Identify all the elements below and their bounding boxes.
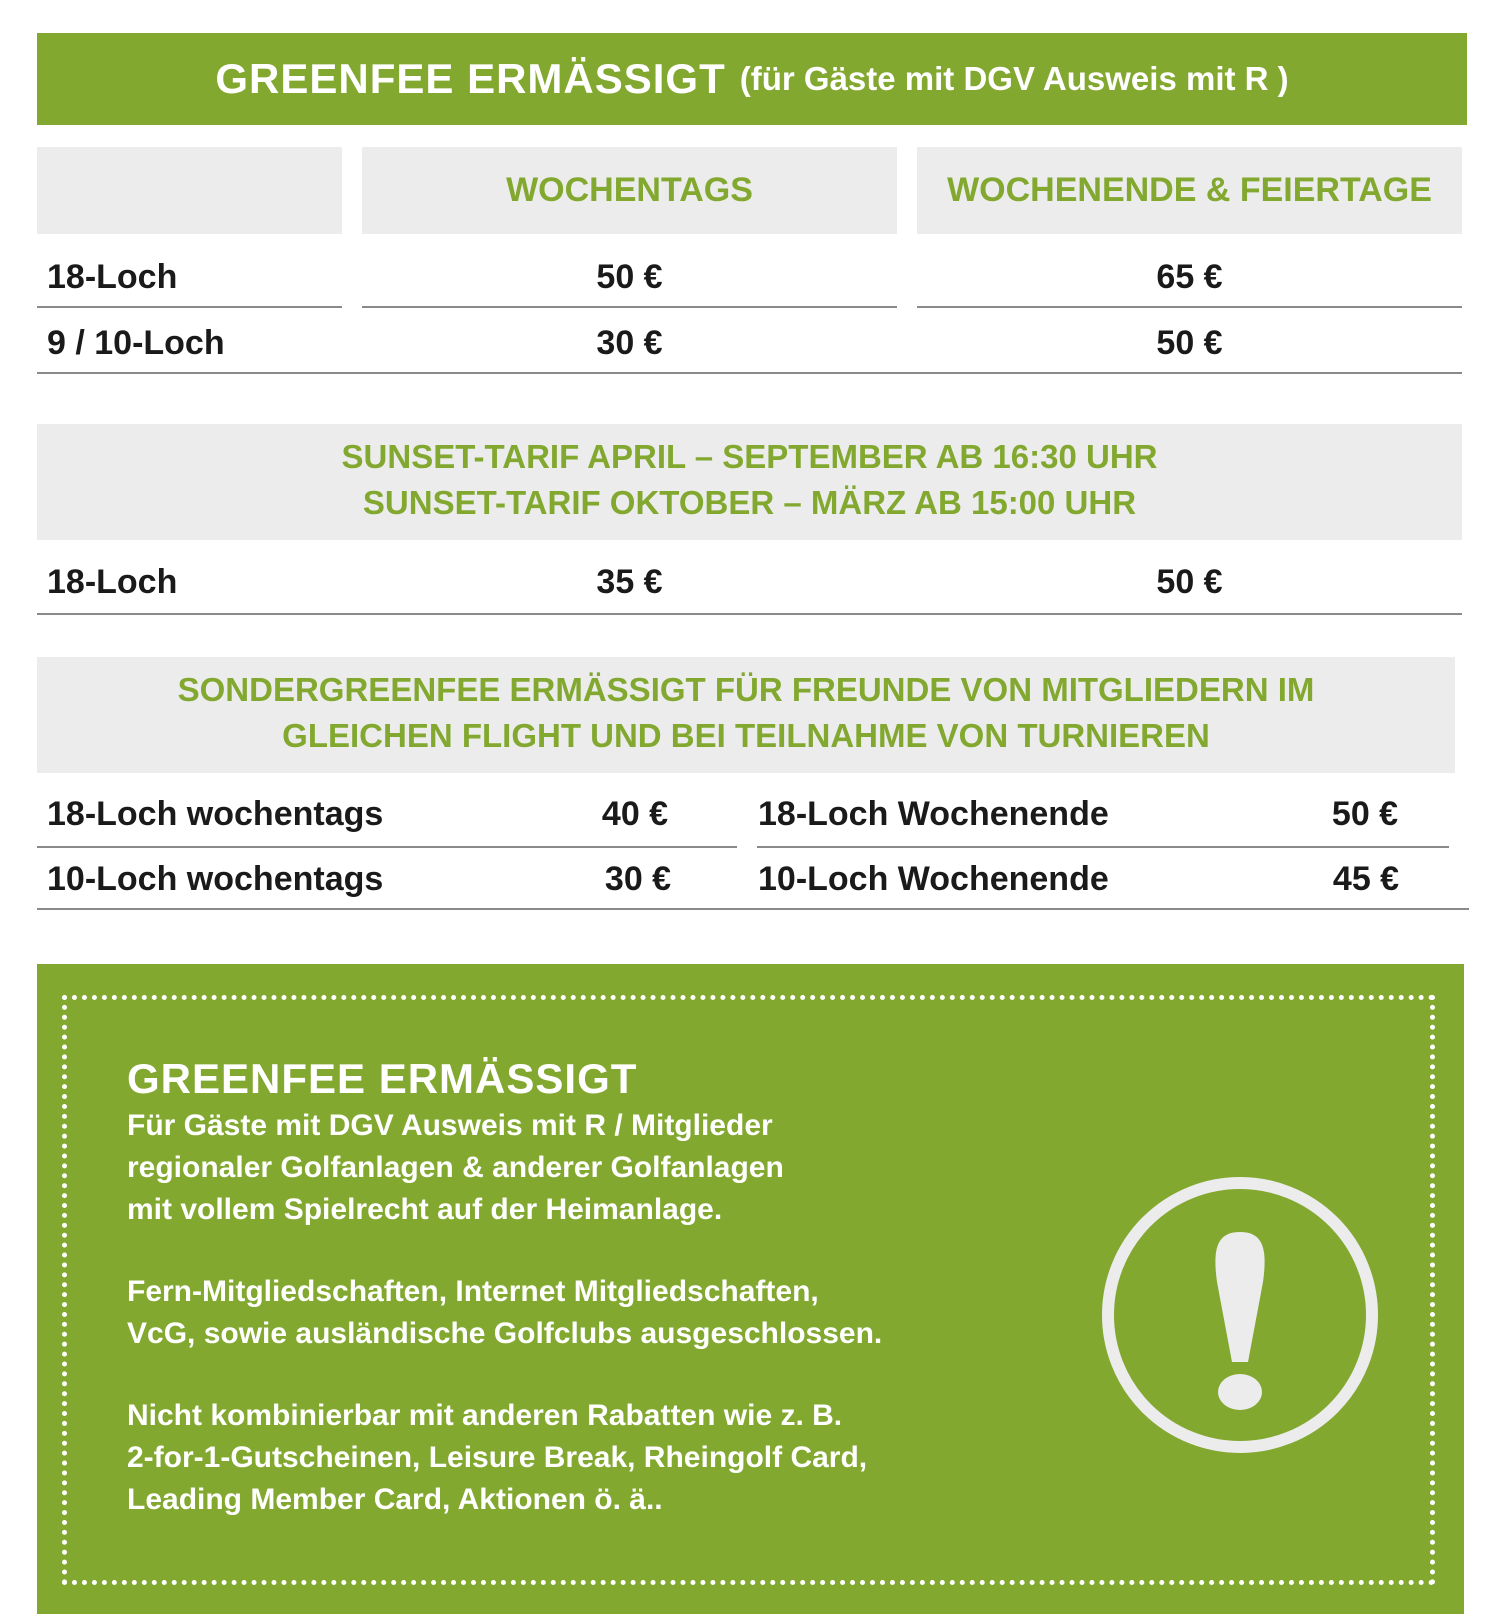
sunset-price-weekday: 35 €	[596, 563, 663, 601]
sunset-line-1: SUNSET-TARIF APRIL – SEPTEMBER AB 16:30 UHR	[341, 438, 1158, 475]
special-price-10-weekend: 45 €	[1332, 860, 1400, 898]
row-divider	[37, 372, 1462, 374]
notice-paragraph-3: Nicht kombinierbar mit anderen Rabatten wie z. B. 2-for-1-Gutscheinen, Leisure Break, Rheingolf Card, Leading Member Card, Aktionen ö. ä..	[127, 1399, 868, 1516]
row-label-9-10-loch: 9 / 10-Loch	[47, 324, 225, 362]
row-divider	[37, 306, 342, 308]
table-header-empty	[37, 147, 342, 234]
price-9-10-loch-weekday: 30 €	[596, 324, 663, 362]
notice-text	[127, 1055, 1077, 1521]
price-9-10-loch-weekend: 50 €	[1156, 324, 1223, 362]
row-label-18-loch: 18-Loch	[47, 258, 178, 296]
row-divider	[362, 306, 897, 308]
row-divider	[37, 908, 1469, 910]
sunset-header	[37, 424, 1462, 540]
page-header	[37, 33, 1467, 125]
special-price-18-weekday: 40 €	[601, 795, 669, 833]
special-header	[37, 657, 1455, 773]
page-subtitle: (für Gäste mit DGV Ausweis mit R )	[739, 60, 1289, 97]
row-divider	[917, 306, 1462, 308]
price-18-loch-weekday: 50 €	[596, 258, 663, 296]
row-divider	[757, 846, 1449, 848]
special-price-10-weekday: 30 €	[604, 860, 672, 898]
special-label-18-weekend: 18-Loch Wochenende	[758, 795, 1109, 833]
notice-paragraph-1: Für Gäste mit DGV Ausweis mit R / Mitglieder regionaler Golfanlagen & anderer Golfanlagen mit vollem Spielrecht auf der Heimanlage.	[127, 1109, 784, 1226]
special-price-18-weekend: 50 €	[1331, 795, 1399, 833]
special-line-2: GLEICHEN FLIGHT UND BEI TEILNAHME VON TURNIEREN	[282, 717, 1210, 754]
row-divider	[37, 846, 737, 848]
notice-title: GREENFEE ERMÄSSIGT	[127, 1055, 638, 1102]
column-header-weekdays: WOCHENTAGS	[362, 147, 897, 234]
sunset-price-weekend: 50 €	[1156, 563, 1223, 601]
column-header-weekend: WOCHENENDE & FEIERTAGE	[917, 147, 1462, 234]
special-label-10-weekend: 10-Loch Wochenende	[758, 860, 1109, 898]
sunset-line-2: SUNSET-TARIF OKTOBER – MÄRZ AB 15:00 UHR	[362, 484, 1137, 521]
row-divider	[37, 613, 1462, 615]
sunset-row-label: 18-Loch	[47, 563, 178, 601]
price-18-loch-weekend: 65 €	[1156, 258, 1223, 296]
special-label-18-weekday: 18-Loch wochentags	[47, 795, 384, 833]
exclamation-circle-icon	[1095, 1170, 1385, 1460]
special-label-10-weekday: 10-Loch wochentags	[47, 860, 384, 898]
notice-paragraph-2: Fern-Mitgliedschaften, Internet Mitgliedschaften, VcG, sowie ausländische Golfclubs ausgeschlossen.	[127, 1275, 883, 1350]
page-title: GREENFEE ERMÄSSIGT	[215, 55, 726, 102]
special-line-1: SONDERGREENFEE ERMÄSSIGT FÜR FREUNDE VON MITGLIEDERN IM	[177, 671, 1315, 708]
